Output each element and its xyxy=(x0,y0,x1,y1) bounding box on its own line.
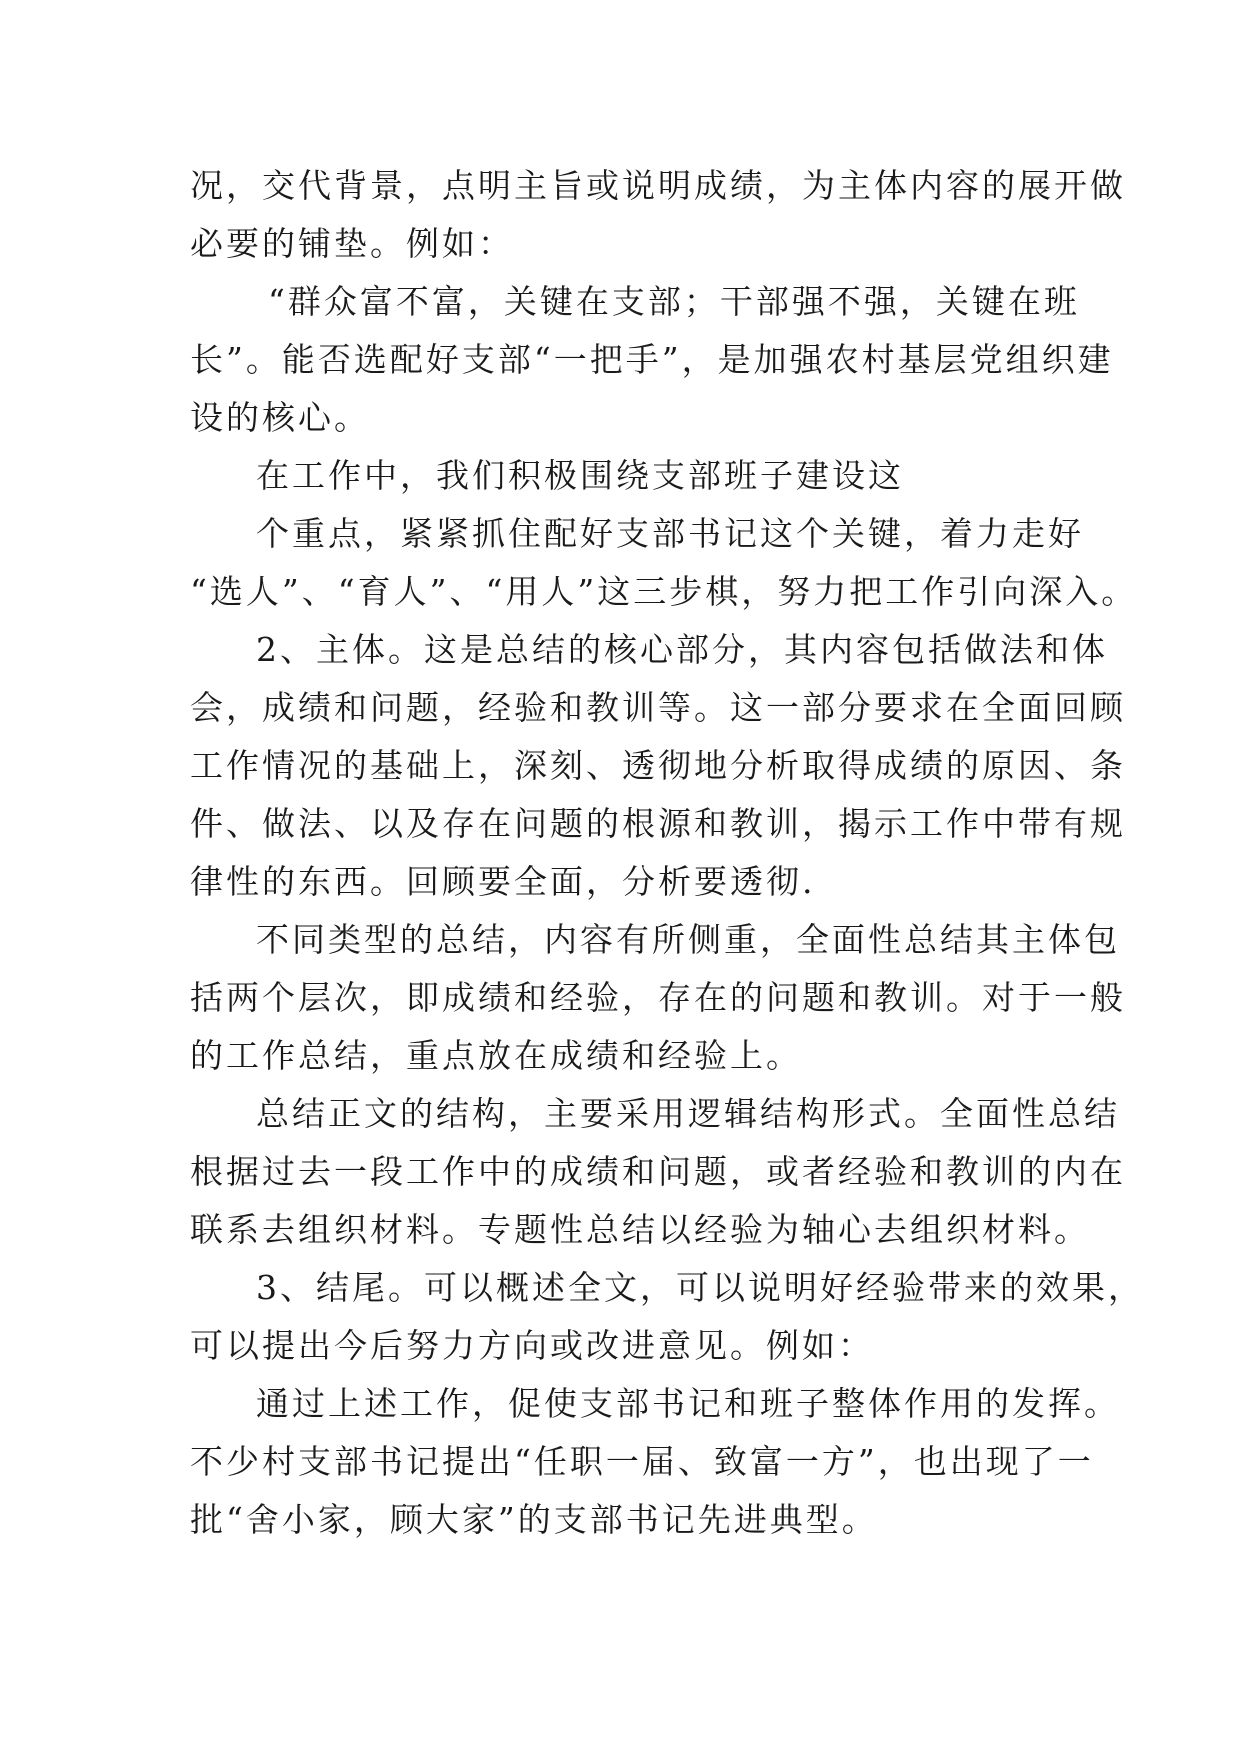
text-line-5: 设的核心。 xyxy=(190,398,370,437)
text-line-21: 可以提出今后努力方向或改进意见。例如： xyxy=(190,1326,874,1365)
text-line-24: 批“舍小家，顾大家”的支部书记先进典型。 xyxy=(190,1500,878,1539)
text-line-8: “选人”、“育人”、“用人”这三步棋，努力把工作引向深入。 xyxy=(190,572,1138,611)
text-line-16: 的工作总结，重点放在成绩和经验上。 xyxy=(190,1036,802,1075)
text-line-13: 律性的东西。回顾要全面，分析要透彻. xyxy=(190,862,816,901)
text-line-6: 在工作中，我们积极围绕支部班子建设这 xyxy=(256,456,904,495)
text-line-20: 3、结尾。可以概述全文，可以说明好经验带来的效果， xyxy=(256,1268,1144,1307)
text-line-19: 联系去组织材料。专题性总结以经验为轴心去组织材料。 xyxy=(190,1210,1090,1249)
text-line-1: 况，交代背景，点明主旨或说明成绩，为主体内容的展开做 xyxy=(190,166,1126,205)
text-line-10: 会，成绩和问题，经验和教训等。这一部分要求在全面回顾 xyxy=(190,688,1126,727)
text-line-22: 通过上述工作，促使支部书记和班子整体作用的发挥。 xyxy=(256,1384,1120,1423)
text-line-7: 个重点，紧紧抓住配好支部书记这个关键，着力走好 xyxy=(256,514,1084,553)
text-line-17: 总结正文的结构，主要采用逻辑结构形式。全面性总结 xyxy=(256,1094,1120,1133)
text-line-3: “群众富不富，关键在支部；干部强不强，关键在班 xyxy=(268,282,1080,321)
text-line-15: 括两个层次，即成绩和经验，存在的问题和教训。对于一般 xyxy=(190,978,1126,1017)
text-line-12: 件、做法、以及存在问题的根源和教训，揭示工作中带有规 xyxy=(190,804,1126,843)
text-line-11: 工作情况的基础上，深刻、透彻地分析取得成绩的原因、条 xyxy=(190,746,1126,785)
text-line-2: 必要的铺垫。例如： xyxy=(190,224,514,263)
text-line-9: 2、主体。这是总结的核心部分，其内容包括做法和体 xyxy=(256,630,1108,669)
text-line-23: 不少村支部书记提出“任职一届、致富一方”，也出现了一 xyxy=(190,1442,1094,1481)
text-line-4: 长”。能否选配好支部“一把手”，是加强农村基层党组织建 xyxy=(190,340,1114,379)
text-line-18: 根据过去一段工作中的成绩和问题，或者经验和教训的内在 xyxy=(190,1152,1126,1191)
text-line-14: 不同类型的总结，内容有所侧重，全面性总结其主体包 xyxy=(256,920,1120,959)
